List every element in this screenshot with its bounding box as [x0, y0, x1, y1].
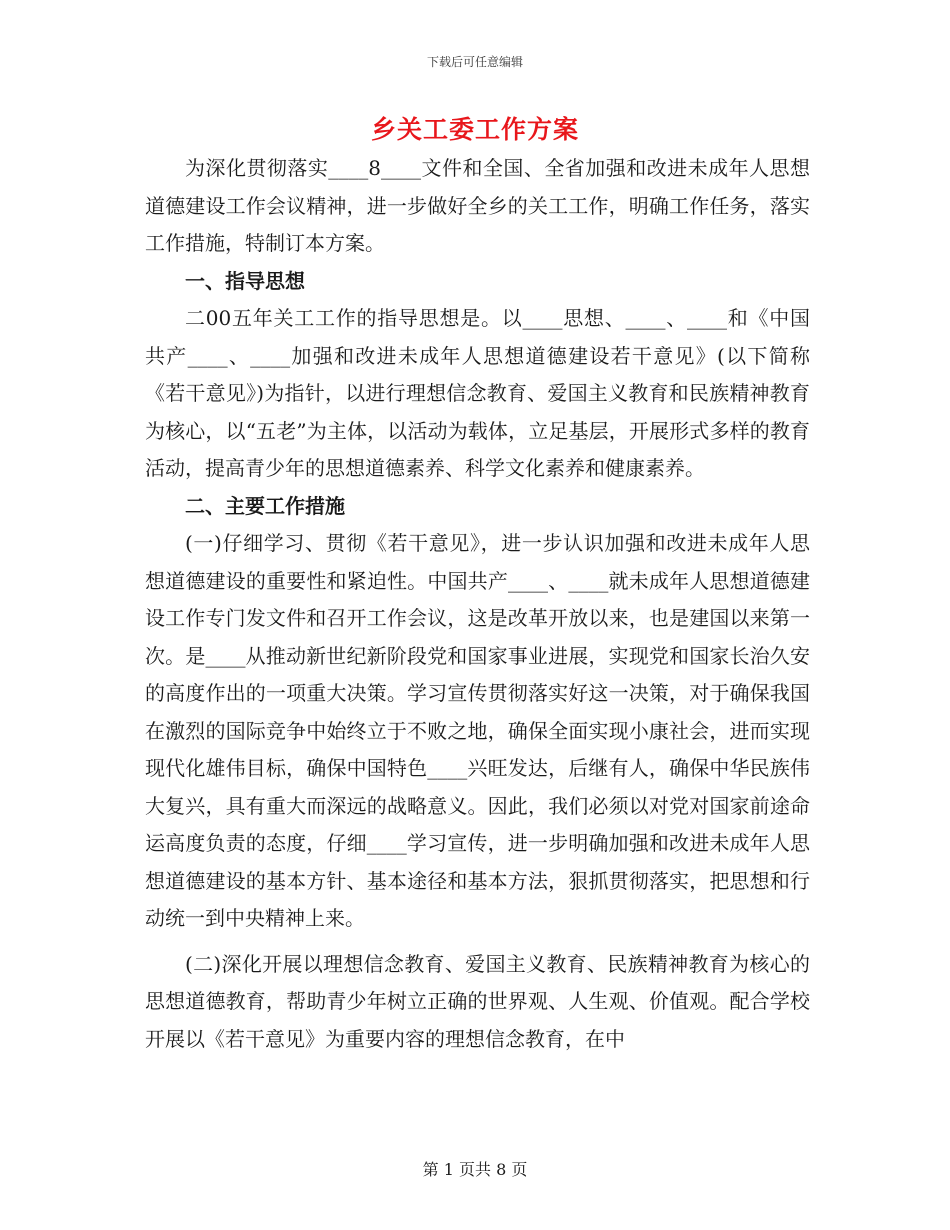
measures-paragraph-2: (二)深化开展以理想信念教育、爱国主义教育、民族精神教育为核心的思想道德教育，帮助青少年树立正确的世界观、人生观、价值观。配合学校开展以《若干意见》为重要内容的理想信念教育，在中 [145, 951, 810, 1051]
page-number: 第 1 页共 8 页 [422, 1160, 528, 1179]
download-note: 下载后可任意编辑 [426, 55, 523, 69]
document-title: 乡关工委工作方案 [370, 115, 579, 144]
guiding-ideology-paragraph: 二00五年关工工作的指导思想是。以____思想、____、____和《中国共产____、____加强和改进未成年人思想道德建设若干意见》(以下简称《若干意见》)为指针，以进行理想信念教育、爱国主义教育和民族精神教育为核心，以“五老”为主体，以活动为载体，立足基层，开展形式多样的教育活动，提高青少年的思想道德素养、科学文化素养和健康素养。 [145, 306, 810, 480]
measures-paragraph-1: (一)仔细学习、贯彻《若干意见》，进一步认识加强和改进未成年人思想道德建设的重要性和紧迫性。中国共产____、____就未成年人思想道德建设工作专门发文件和召开工作会议，这是改革开放以来，也是建国以来第一次。是____从推动新世纪新阶段党和国家事业进展，实现党和国家长治久安的高度作出的一项重大决策。学习宣传贯彻落实好这一决策，对于确保我国在激烈的国际竞争中始终立于不败之地，确保全面实现小康社会，进而实现现代化雄伟目标，确保中国特色____兴旺发达，后继有人，确保中华民族伟大复兴，具有重大而深远的战略意义。因此，我们必须以对党对国家前途命运高度负责的态度，仔细____学习宣传，进一步明确加强和改进未成年人思想道德建设的基本方针、基本途径和基本方法，狠抓贯彻落实，把思想和行动统一到中央精神上来。 [145, 531, 810, 930]
intro-paragraph: 为深化贯彻落实____8____文件和全国、全省加强和改进未成年人思想道德建设工作会议精神，进一步做好全乡的关工工作，明确工作任务，落实工作措施，特制订本方案。 [145, 156, 810, 255]
document-body [145, 150, 810, 1058]
section-heading-main-measures: 二、主要工作措施 [185, 493, 345, 518]
section-heading-guiding-ideology: 一、指导思想 [185, 268, 305, 293]
